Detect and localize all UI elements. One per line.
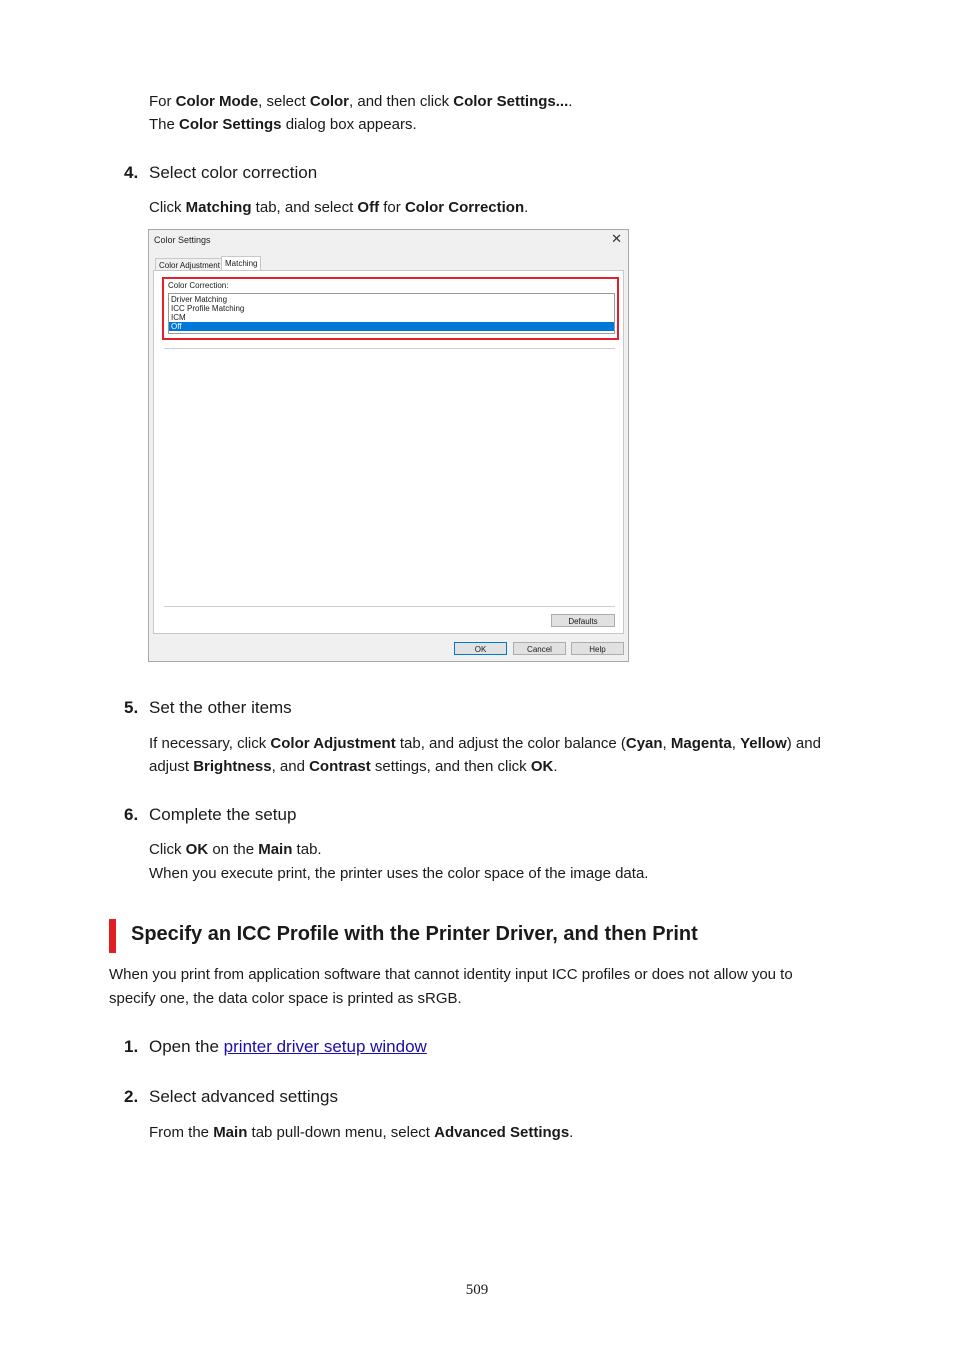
- text: tab, and adjust the color balance (: [395, 735, 626, 752]
- step-6-line-2: When you execute print, the printer uses the color space of the image data.: [149, 865, 649, 882]
- term-advanced-settings: Advanced Settings: [434, 1124, 570, 1141]
- substep-1-number: 1.: [124, 1037, 139, 1056]
- step-4-desc: [149, 196, 528, 219]
- text: tab.: [292, 841, 322, 858]
- text: .: [524, 199, 529, 216]
- help-button[interactable]: Help: [571, 642, 624, 655]
- text: ,: [662, 735, 671, 752]
- term-color-settings: Color Settings...: [453, 93, 569, 110]
- term-color-mode: Color Mode: [175, 93, 259, 110]
- text: tab pull-down menu, select: [247, 1124, 435, 1141]
- text: , and then click: [349, 93, 454, 110]
- term-ok: OK: [185, 841, 209, 858]
- option-icc-profile-matching[interactable]: ICC Profile Matching: [171, 304, 245, 313]
- intro-line-1: [149, 90, 572, 113]
- text: on the: [208, 841, 259, 858]
- section-intro-line-2: specify one, the data color space is printed as sRGB.: [109, 990, 462, 1007]
- intro-line-2: [149, 113, 417, 136]
- term-main: Main: [213, 1124, 248, 1141]
- dialog-title: Color Settings: [154, 235, 211, 245]
- page-number: 509: [465, 1282, 489, 1298]
- term-cyan: Cyan: [625, 735, 663, 752]
- tab-matching[interactable]: Matching: [221, 256, 261, 272]
- term-matching: Matching: [185, 199, 252, 216]
- option-driver-matching[interactable]: Driver Matching: [171, 295, 228, 304]
- term-color-settings: Color Settings: [179, 116, 282, 133]
- term-brightness: Brightness: [193, 758, 272, 775]
- tab-color-adjustment[interactable]: Color Adjustment: [155, 258, 224, 272]
- option-icm[interactable]: ICM: [171, 313, 186, 322]
- text: , and: [271, 758, 310, 775]
- matching-panel: [153, 270, 624, 634]
- text: ) and: [786, 735, 821, 752]
- cancel-button[interactable]: Cancel: [513, 642, 566, 655]
- step-5-number: 5.: [124, 698, 139, 717]
- text: If necessary, click: [149, 735, 271, 752]
- term-main: Main: [258, 841, 293, 858]
- printer-driver-setup-link[interactable]: printer driver setup window: [223, 1037, 427, 1056]
- text: From the: [149, 1124, 214, 1141]
- text: for: [379, 199, 405, 216]
- text: .: [553, 758, 558, 775]
- step-4-number: 4.: [124, 163, 139, 182]
- defaults-button[interactable]: Defaults: [551, 614, 615, 627]
- color-correction-list[interactable]: [168, 293, 615, 334]
- term-ok: OK: [530, 758, 554, 775]
- text: , select: [258, 93, 310, 110]
- close-icon[interactable]: ✕: [611, 231, 622, 246]
- term-color-adjustment: Color Adjustment: [270, 735, 396, 752]
- step-5-line-1: [149, 732, 821, 755]
- term-off: Off: [357, 199, 380, 216]
- text: adjust: [149, 758, 194, 775]
- text: dialog box appears.: [281, 116, 417, 133]
- term-color: Color: [309, 93, 350, 110]
- text: .: [569, 1124, 574, 1141]
- highlight-box: [162, 277, 619, 340]
- term-color-correction: Color Correction: [404, 199, 525, 216]
- text: tab, and select: [251, 199, 358, 216]
- text: .: [568, 93, 573, 110]
- divider: [164, 606, 615, 607]
- substep-2-number: 2.: [124, 1087, 139, 1106]
- term-magenta: Magenta: [670, 735, 732, 752]
- section-title: Specify an ICC Profile with the Printer Driver, and then Print: [131, 923, 698, 945]
- substep-1-title: [149, 1037, 427, 1057]
- step-4-title: Select color correction: [149, 163, 318, 182]
- step-6-line-1: [149, 838, 322, 861]
- divider: [164, 348, 615, 349]
- step-6-title: Complete the setup: [149, 805, 297, 824]
- substep-2-title: Select advanced settings: [149, 1087, 339, 1106]
- section-accent-bar: [109, 919, 116, 953]
- color-correction-label: Color Correction:: [168, 281, 229, 290]
- term-yellow: Yellow: [740, 735, 787, 752]
- option-off[interactable]: Off: [169, 322, 614, 331]
- step-5-title: Set the other items: [149, 698, 292, 717]
- step-6-number: 6.: [124, 805, 139, 824]
- color-settings-dialog: [148, 229, 629, 662]
- text: Click: [149, 199, 186, 216]
- section-intro-line-1: When you print from application software that cannot identity input ICC profiles or does not allow you to: [109, 966, 793, 983]
- text: settings, and then click: [370, 758, 531, 775]
- ok-button[interactable]: OK: [454, 642, 507, 655]
- term-contrast: Contrast: [309, 758, 371, 775]
- text: Click: [149, 841, 186, 858]
- text: The: [149, 116, 180, 133]
- text: For: [149, 93, 176, 110]
- text: Open the: [149, 1037, 224, 1056]
- substep-2-desc: [149, 1121, 573, 1144]
- step-5-line-2: [149, 755, 558, 778]
- text: ,: [731, 735, 741, 752]
